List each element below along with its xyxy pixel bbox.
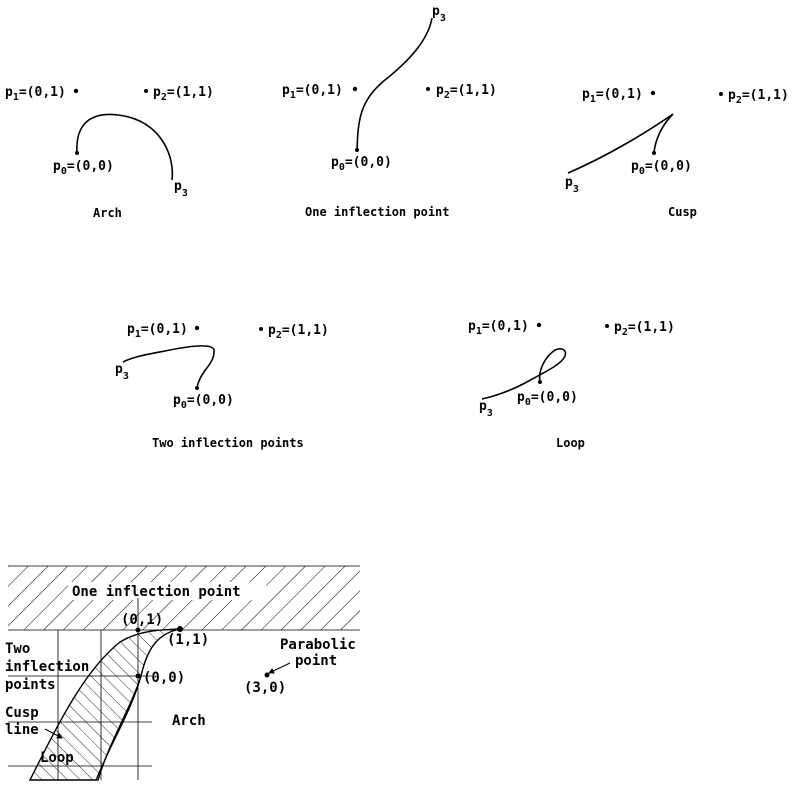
one-inflection-label: One inflection point (72, 584, 241, 600)
two-inflection-label-3: points (5, 677, 56, 693)
p1-label: $p_1=(0,1)$ (5, 85, 66, 103)
p2-dot (144, 89, 148, 93)
p0-label: $p_0=(0,0)$ (331, 155, 392, 173)
two-inflection-label-1: Two (5, 641, 31, 657)
cusp-line-label-1: Cusp (5, 705, 39, 721)
loop-label: Loop (40, 750, 74, 766)
parabolic-label-1: Parabolic (280, 637, 356, 653)
p2-label: $p_2=(1,1)$ (268, 323, 329, 341)
point-30-dot (265, 673, 270, 678)
caption-loop: Loop (556, 436, 585, 450)
p2-dot (426, 87, 430, 91)
p1-label: $p_1=(0,1)$ (282, 83, 343, 101)
two-inflection-label-2: inflection (5, 659, 90, 675)
p1-dot (74, 89, 78, 93)
caption-two-inflection: Two inflection points (152, 436, 304, 450)
parabolic-label-2: point (295, 653, 338, 669)
p0-label: $p_0=(0,0)$ (631, 159, 692, 177)
p2-dot (605, 324, 609, 328)
parabolic-arrow (269, 663, 290, 673)
one-inflection-curve (357, 18, 432, 150)
caption-cusp: Cusp (668, 205, 697, 219)
panel-arch (5, 85, 214, 220)
p1-dot (353, 87, 357, 91)
p1-dot (537, 323, 541, 327)
panel-loop (468, 319, 675, 450)
p0-dot (538, 380, 542, 384)
p3-label: $p_3$ (115, 362, 129, 382)
p0-dot (75, 151, 79, 155)
point-01-label: (0,1) (121, 612, 164, 628)
p3-label: $p_3$ (565, 175, 579, 195)
p1-label: $p_1=(0,1)$ (468, 319, 529, 337)
point-01-dot (136, 628, 141, 633)
p3-label: $p_3$ (479, 399, 493, 419)
panel-one-inflection (282, 4, 497, 219)
p0-dot (652, 151, 656, 155)
caption-one-inflection: One inflection point (305, 205, 450, 219)
p1-dot (195, 326, 199, 330)
p2-dot (259, 327, 263, 331)
p2-dot (719, 92, 723, 96)
p0-label: $p_0=(0,0)$ (53, 159, 114, 177)
p0-label: $p_0=(0,0)$ (517, 390, 578, 408)
caption-arch: Arch (93, 206, 122, 220)
p2-label: $p_2=(1,1)$ (728, 88, 789, 106)
cusp-line-label-2: line (5, 722, 39, 738)
point-00-label: (0,0) (143, 670, 186, 686)
p0-dot (195, 386, 199, 390)
panel-cusp (565, 87, 789, 219)
p3-label: $p_3$ (174, 179, 188, 199)
p0-label: $p_0=(0,0)$ (173, 393, 234, 411)
panel-two-inflection (115, 322, 329, 450)
point-11-label: (1,1) (167, 632, 210, 648)
region-map (5, 566, 360, 780)
p0-dot (355, 148, 359, 152)
p1-label: $p_1=(0,1)$ (127, 322, 188, 340)
p3-label: $p_3$ (432, 4, 446, 24)
arch-label: Arch (172, 713, 206, 729)
p1-dot (651, 91, 655, 95)
p2-label: $p_2=(1,1)$ (436, 83, 497, 101)
point-30-label: (3,0) (244, 680, 287, 696)
two-inflection-curve (123, 346, 214, 388)
p2-label: $p_2=(1,1)$ (614, 320, 675, 338)
p1-label: $p_1=(0,1)$ (582, 87, 643, 105)
point-00-dot (136, 674, 141, 679)
p2-label: $p_2=(1,1)$ (153, 85, 214, 103)
